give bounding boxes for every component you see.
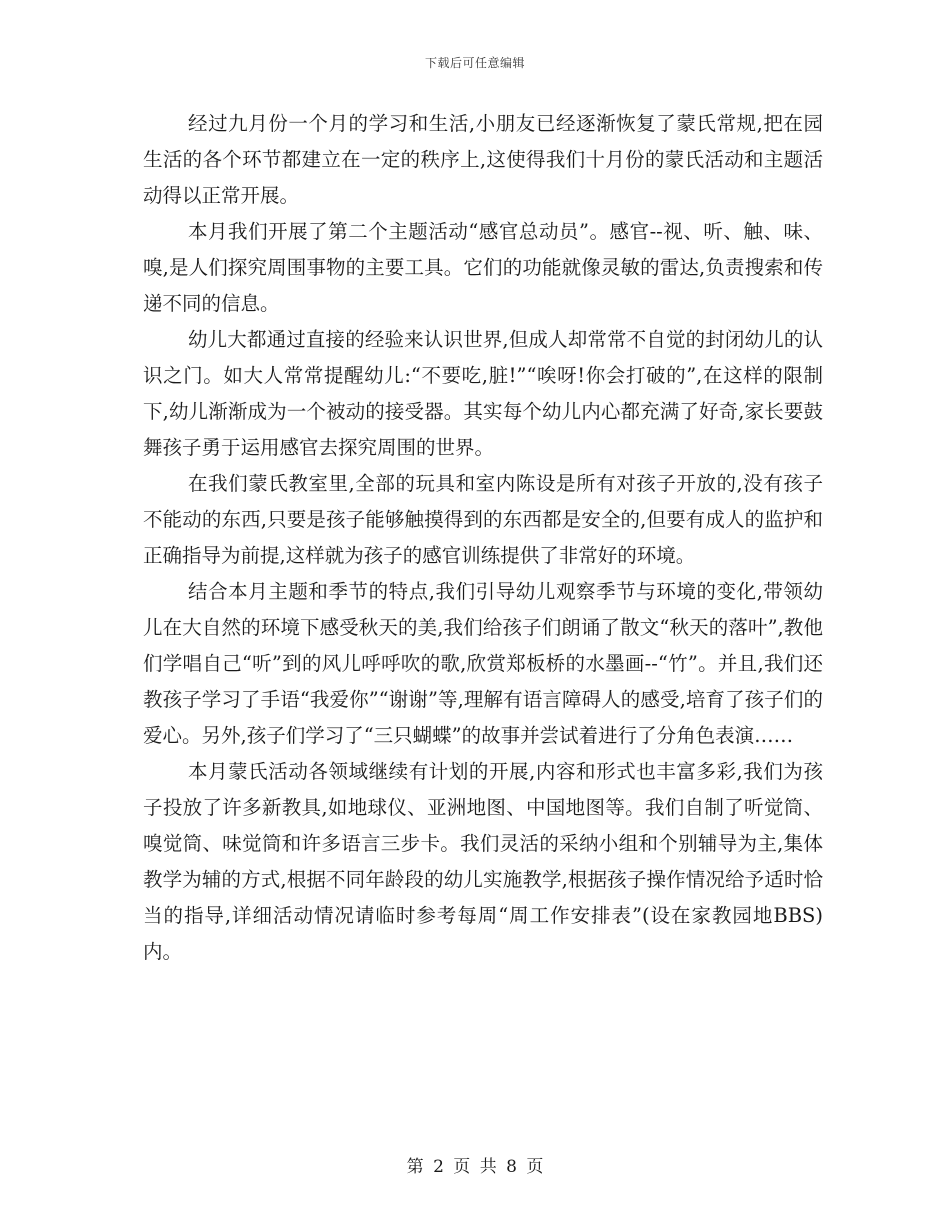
paragraph: 本月我们开展了第二个主题活动“感官总动员”。感官--视、听、触、味、嗅,是人们探究周围事物的主要工具。它们的功能就像灵敏的雷达,负责搜索和传递不同的信息。 — [143, 220, 823, 315]
paragraph: 在我们蒙氏教室里,全部的玩具和室内陈设是所有对孩子开放的,没有孩子不能动的东西,只要是孩子能够触摸得到的东西都是安全的,但要有成人的监护和正确指导为前提,这样就为孩子的感官训练提供了非常好的环境。 — [143, 472, 823, 567]
page-header-note: 下载后可任意编辑 — [424, 56, 525, 70]
document-body — [143, 106, 823, 970]
page-number: 第 2 页 共 8 页 — [406, 1157, 544, 1177]
paragraph: 本月蒙氏活动各领域继续有计划的开展,内容和形式也丰富多彩,我们为孩子投放了许多新教具,如地球仪、亚洲地图、中国地图等。我们自制了听觉筒、嗅觉筒、味觉筒和许多语言三步卡。我们灵活的采纳小组和个别辅导为主,集体教学为辅的方式,根据不同年龄段的幼儿实施教学,根据孩子操作情况给予适时恰当的指导,详细活动情况请临时参考每周“周工作安排表”(设在家教园地BBS)内。 — [143, 760, 823, 963]
paragraph: 结合本月主题和季节的特点,我们引导幼儿观察季节与环境的变化,带领幼儿在大自然的环境下感受秋天的美,我们给孩子们朗诵了散文“秋天的落叶”,教他们学唱自己“听”到的风儿呼呼吹的歌,欣赏郑板桥的水墨画--“竹”。并且,我们还教孩子学习了手语“我爱你”“谢谢”等,理解有语言障碍人的感受,培育了孩子们的爱心。另外,孩子们学习了“三只蝴蝶”的故事并尝试着进行了分角色表演…… — [143, 580, 823, 747]
paragraph: 幼儿大都通过直接的经验来认识世界,但成人却常常不自觉的封闭幼儿的认识之门。如大人常常提醒幼儿:“不要吃,脏!”“唉呀!你会打破的”,在这样的限制下,幼儿渐渐成为一个被动的接受器。其实每个幼儿内心都充满了好奇,家长要鼓舞孩子勇于运用感官去探究周围的世界。 — [143, 328, 823, 459]
paragraph: 经过九月份一个月的学习和生活,小朋友已经逐渐恢复了蒙氏常规,把在园生活的各个环节都建立在一定的秩序上,这使得我们十月份的蒙氏活动和主题活动得以正常开展。 — [143, 112, 823, 207]
